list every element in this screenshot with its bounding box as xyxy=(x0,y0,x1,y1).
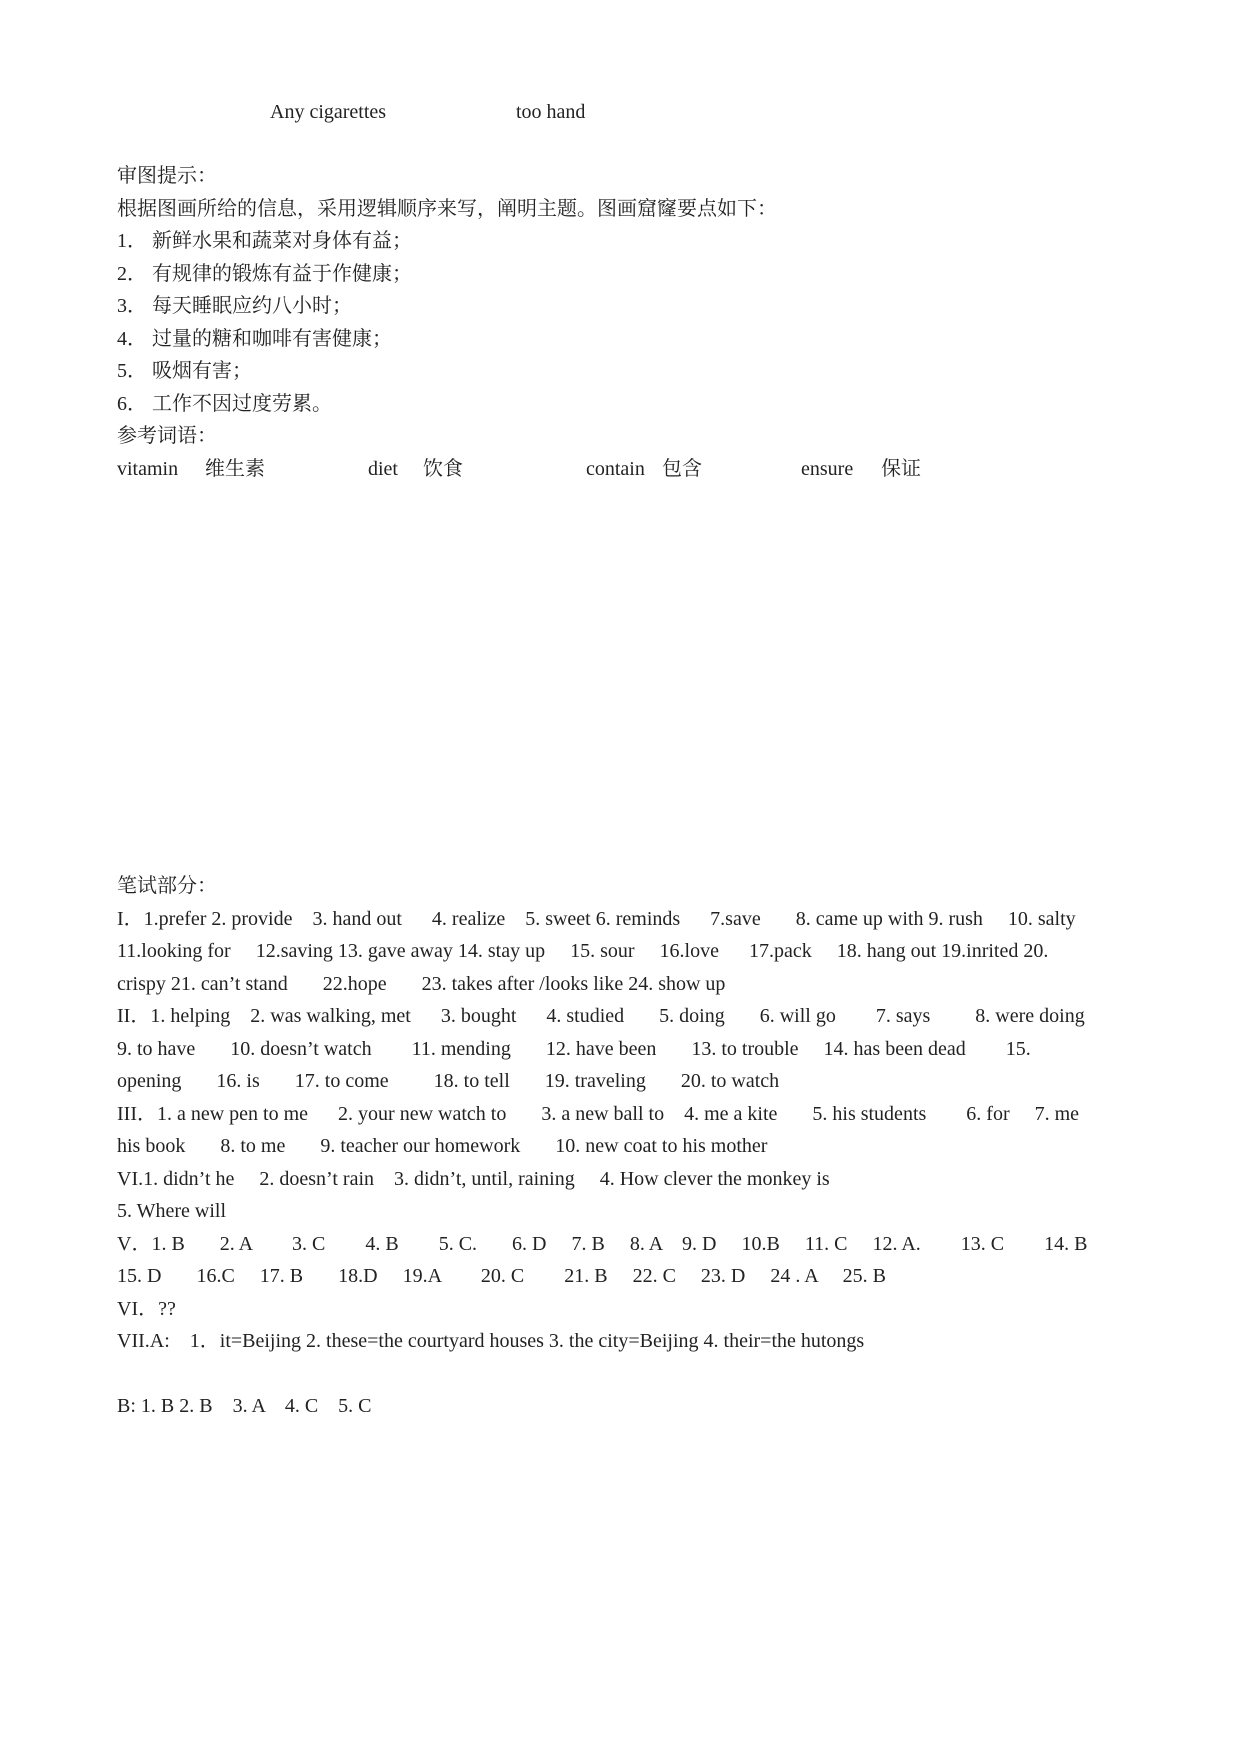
answer-line: VI.1. didn’t he 2. doesn’t rain 3. didn’t, until, raining 4. How clever the monkey is xyxy=(117,1167,830,1190)
answer-line: II．1. helping 2. was walking, met 3. bought 4. studied 5. doing 6. will go 7. says 8. were doing xyxy=(117,1005,1085,1027)
answer-line: 9. to have 10. doesn’t watch 11. mending 12. have been 13. to trouble 14. has been dead 15. xyxy=(117,1037,1031,1060)
vocab-zh: 维生素 xyxy=(205,457,265,480)
hint-point: 1． 新鲜水果和蔬菜对身体有益； xyxy=(117,230,412,252)
answer-line: I．1.prefer 2. provide 3. hand out 4. realize 5. sweet 6. reminds 7.save 8. came up with 9. rush 10. salty xyxy=(117,907,1076,930)
vocab-en: diet xyxy=(368,457,398,480)
answer-line: 5. Where will xyxy=(117,1200,227,1222)
vocab-zh: 饮食 xyxy=(423,457,463,480)
hints-intro: 根据图画所给的信息，采用逻辑顺序来写，阐明主题。图画窟窿要点如下： xyxy=(117,197,777,220)
vocab-en: vitamin xyxy=(117,457,179,480)
prompt-too-hand: too hand xyxy=(516,101,586,123)
vocab-en: contain xyxy=(586,457,645,480)
answer-line: VI．?? xyxy=(117,1297,176,1320)
vocab-zh: 保证 xyxy=(881,457,921,480)
answer-line: 15. D 16.C 17. B 18.D 19.A 20. C 21. B 22. C 23. D 24 . A 25. B xyxy=(117,1265,886,1287)
answer-line: his book 8. to me 9. teacher our homework 10. new coat to his mother xyxy=(117,1135,768,1157)
answer-line-b: B: 1. B 2. B 3. A 4. C 5. C xyxy=(117,1395,372,1417)
blank-line xyxy=(117,1358,1157,1391)
answer-key-section xyxy=(117,870,1157,1423)
answer-line: 11.looking for 12.saving 13. gave away 14. stay up 15. sour 16.love 17.pack 18. hang out 19.inrited 20. xyxy=(117,940,1049,962)
picture-hints-section xyxy=(117,160,1147,485)
prompt-cigarettes: Any cigarettes xyxy=(270,101,387,123)
hint-point: 5． 吸烟有害； xyxy=(117,360,252,382)
vocab-heading: 参考词语： xyxy=(117,425,217,447)
hint-point: 2． 有规律的锻炼有益于作健康； xyxy=(117,262,412,285)
vocab-en: ensure xyxy=(801,457,854,480)
answer-line: opening 16. is 17. to come 18. to tell 19. traveling 20. to watch xyxy=(117,1070,780,1092)
word-prompts-row xyxy=(0,99,1241,129)
vocab-zh: 包含 xyxy=(662,457,702,480)
hint-point: 6． 工作不因过度劳累。 xyxy=(117,392,332,415)
hints-heading: 审图提示： xyxy=(117,165,217,187)
answers-heading: 笔试部分： xyxy=(117,875,217,897)
hint-point: 3． 每天睡眠应约八小时； xyxy=(117,295,352,317)
answer-line: VII.A: 1．it=Beijing 2. these=the courtyard houses 3. the city=Beijing 4. their=the hutongs xyxy=(117,1330,865,1352)
answer-line: crispy 21. can’t stand 22.hope 23. takes after /looks like 24. show up xyxy=(117,972,726,995)
hint-point: 4． 过量的糖和咖啡有害健康； xyxy=(117,327,392,350)
answer-line: V．1. B 2. A 3. C 4. B 5. C. 6. D 7. B 8. A 9. D 10.B 11. C 12. A. 13. C 14. B xyxy=(117,1232,1088,1255)
vocab-row xyxy=(117,453,1147,486)
answer-line: III．1. a new pen to me 2. your new watch to 3. a new ball to 4. me a kite 5. his students 6. for 7. me xyxy=(117,1102,1080,1125)
